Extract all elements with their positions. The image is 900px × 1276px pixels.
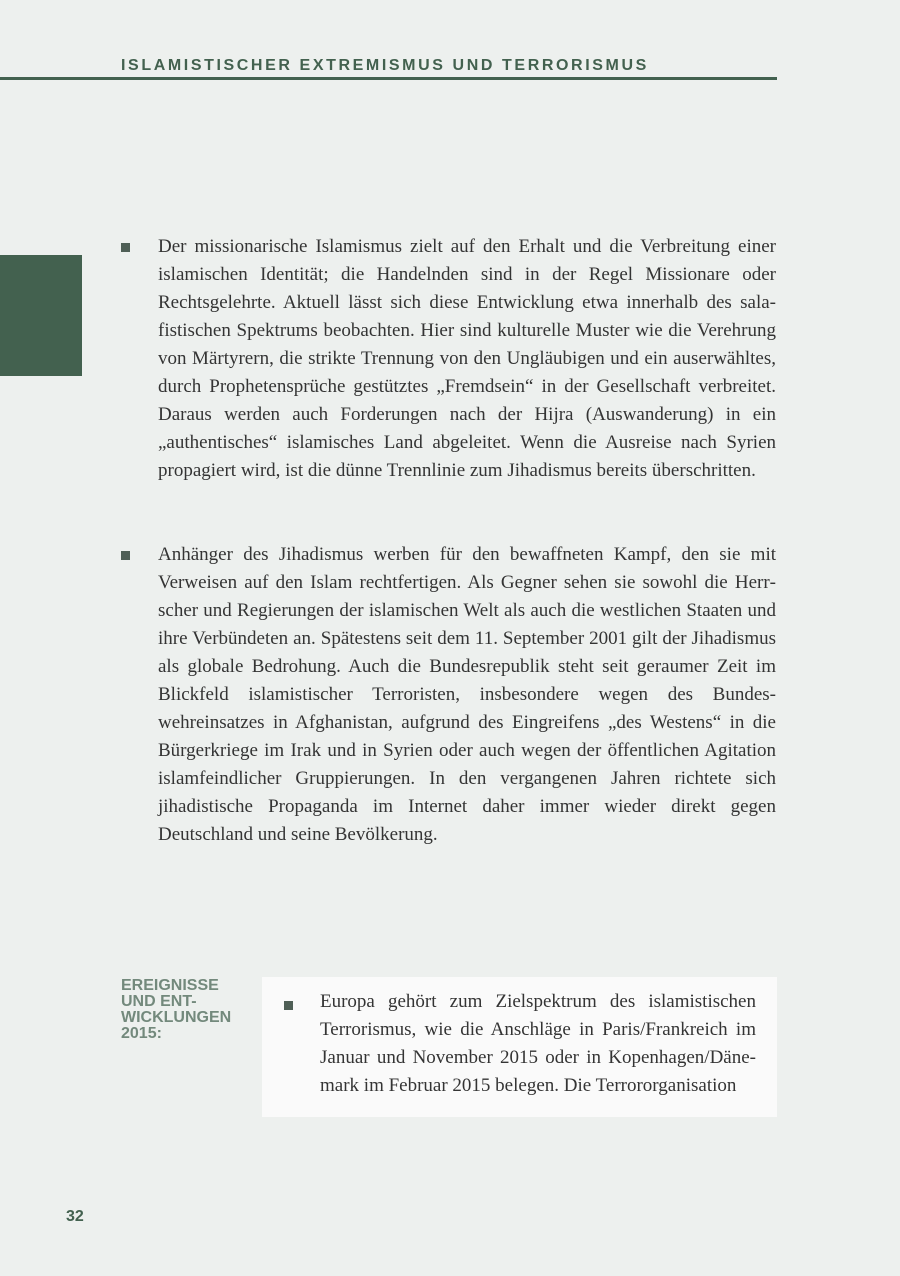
sidebar-label-line: 2015: [121,1025,162,1042]
bullet-square-icon [121,243,130,252]
running-header: ISLAMISTISCHER EXTREMISMUS UND TERRORISMUS [121,57,649,74]
sidebar-label-line: UND ENT- [121,993,197,1010]
info-box-paragraph: Europa gehört zum Zielspektrum des islamistischen Terrorismus, wie die Anschläge in Paris/Frankreich im Januar und November 2015 oder in Kopenhagen/Dänemark im Februar 2015 belegen. Die Terrororganisation [320,991,756,1096]
events-info-box [262,977,777,1117]
chapter-tab-marker [0,255,82,376]
sidebar-label-events-2015 [121,978,256,1042]
sidebar-label-line: EREIGNISSE [121,977,219,994]
header-rule [0,77,777,80]
bullet-paragraph-jihadism: Anhänger des Jihadismus werben für den bewaffneten Kampf, den sie mit Verweisen auf den Islam rechtfertigen. Als Gegner sehen sie sowohl die Herrscher und Regierungen der islamischen Welt als auch die westlichen Staaten und ihre Verbündeten an. Spätestens seit dem 11. September 2001 gilt der Jihadismus als globale Bedrohung. Auch die Bundesrepublik steht seit geraumer Zeit im Blickfeld islamistischer Terroristen, insbesondere wegen des Bundeswehreinsatzes in Afghanistan, aufgrund des Eingreifens „des Westens“ in die Bürgerkriege im Irak und in Syrien oder auch wegen der öffentlichen Agitation islamfeindlicher Gruppierungen. In den vergangenen Jahren richtete sich jihadistische Propaganda im Internet daher immer wieder direkt gegen Deutschland und seine Bevölkerung. [158,544,776,845]
page-number: 32 [66,1208,84,1225]
bullet-paragraph-missionary-islamism: Der missionarische Islamismus zielt auf den Erhalt und die Verbreitung einer islamischen Identität; die Handelnden sind in der Regel Missionare oder Rechtsgelehrte. Aktuell lässt sich diese Entwicklung etwa innerhalb des salafistischen Spektrums beobachten. Hier sind kulturelle Muster wie die Verehrung von Märtyrern, die strikte Trennung von den Ungläubigen und ein auserwähltes, durch Prophetensprüche gestütztes „Fremdsein“ in der Gesellschaft verbreitet. Daraus werden auch Forderungen nach der Hijra (Auswanderung) in ein „authentisches“ islamisches Land abgeleitet. Wenn die Ausreise nach Syrien propagiert wird, ist die dünne Trennlinie zum Jihadismus bereits überschritten. [158,236,776,481]
sidebar-label-line: WICKLUNGEN [121,1009,232,1026]
bullet-square-icon [121,551,130,560]
bullet-square-icon [284,1001,293,1010]
